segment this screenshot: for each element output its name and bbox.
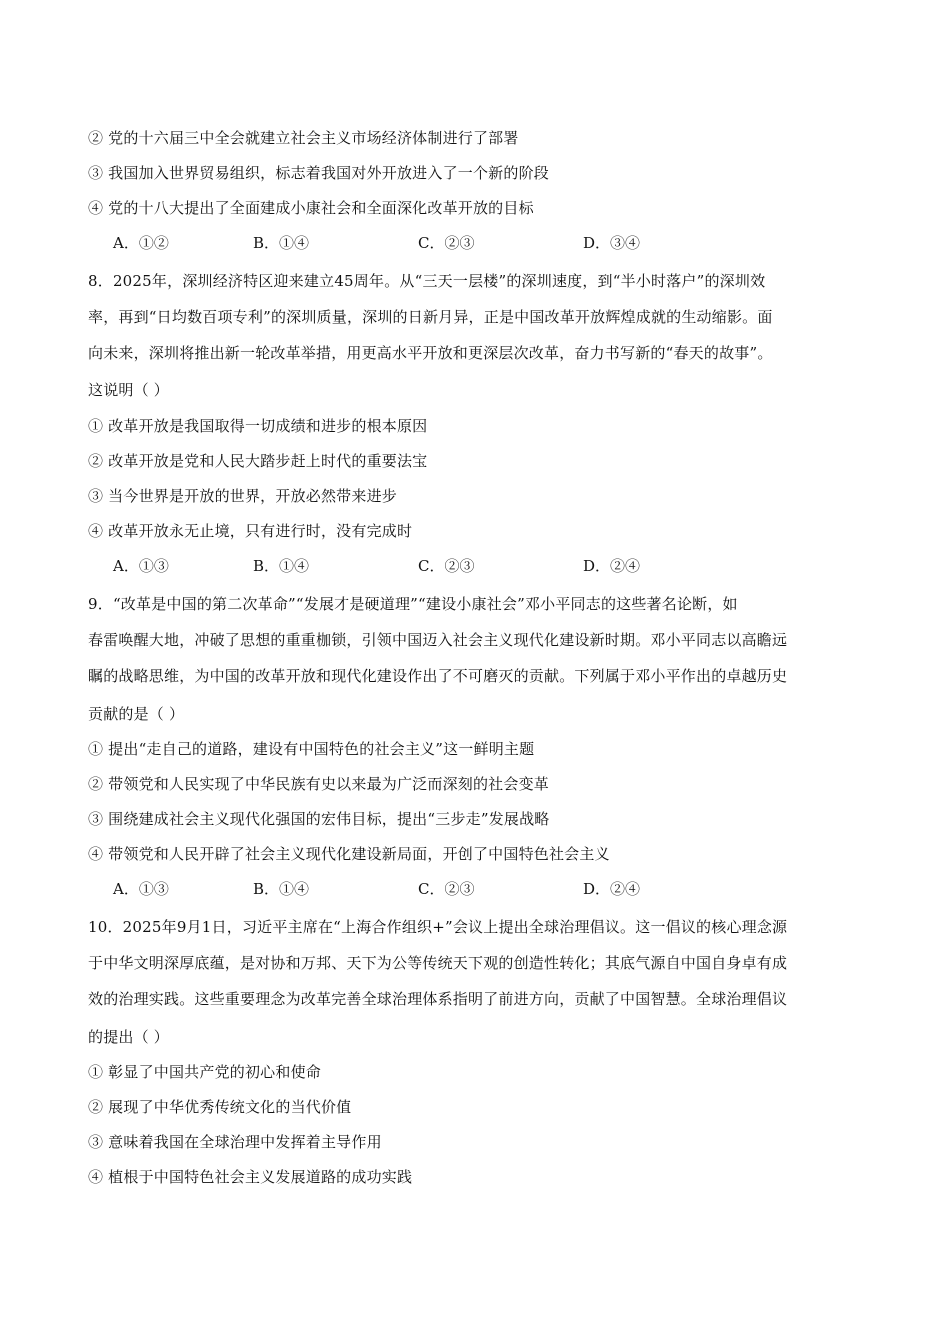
q7-item-4: ④ 党的十八大提出了全面建成小康社会和全面深化改革开放的目标 bbox=[88, 199, 534, 217]
q10-stem-line: 效的治理实践。这些重要理念为改革完善全球治理体系指明了前进方向，贡献了中国智慧。全球治理倡议 bbox=[88, 990, 788, 1008]
q8-option-d[interactable]: D．②④ bbox=[583, 557, 641, 575]
q8-item-3: ③ 当今世界是开放的世界，开放必然带来进步 bbox=[88, 487, 397, 505]
q8-item-1: ① 改革开放是我国取得一切成绩和进步的根本原因 bbox=[88, 417, 428, 435]
q10-stem-line: 10．2025年9月1日，习近平主席在“上海合作组织+”会议上提出全球治理倡议。这一倡议的核心理念源 bbox=[88, 918, 788, 936]
q8-stem-line: 率，再到“日均数百项专利”的深圳质量，深圳的日新月异，正是中国改革开放辉煌成就的生动缩影。面 bbox=[88, 308, 773, 326]
q9-stem-line: 9．“改革是中国的第二次革命”“发展才是硬道理”“建设小康社会”邓小平同志的这些著名论断，如 bbox=[88, 595, 738, 613]
q9-option-d[interactable]: D．②④ bbox=[583, 880, 641, 898]
q10-item-3: ③ 意味着我国在全球治理中发挥着主导作用 bbox=[88, 1133, 382, 1151]
q9-stem-line: 瞩的战略思维，为中国的改革开放和现代化建设作出了不可磨灭的贡献。下列属于邓小平作出的卓越历史 bbox=[88, 667, 788, 685]
q7-item-2: ② 党的十六届三中全会就建立社会主义市场经济体制进行了部署 bbox=[88, 129, 519, 147]
q7-option-d[interactable]: D．③④ bbox=[583, 234, 641, 252]
q7-option-b[interactable]: B．①④ bbox=[253, 234, 310, 252]
q9-option-a[interactable]: A．①③ bbox=[113, 880, 169, 898]
q9-stem-line: 贡献的是（ ） bbox=[88, 705, 185, 723]
q9-option-c[interactable]: C．②③ bbox=[418, 880, 475, 898]
q8-item-2: ② 改革开放是党和人民大踏步赶上时代的重要法宝 bbox=[88, 452, 428, 470]
q8-option-c[interactable]: C．②③ bbox=[418, 557, 475, 575]
q9-item-1: ① 提出“走自己的道路，建设有中国特色的社会主义”这一鲜明主题 bbox=[88, 740, 535, 758]
q10-stem-line: 的提出（ ） bbox=[88, 1028, 169, 1046]
q10-item-1: ① 彰显了中国共产党的初心和使命 bbox=[88, 1063, 321, 1081]
q9-item-2: ② 带领党和人民实现了中华民族有史以来最为广泛而深刻的社会变革 bbox=[88, 775, 549, 793]
q7-option-c[interactable]: C．②③ bbox=[418, 234, 475, 252]
q8-item-4: ④ 改革开放永无止境，只有进行时，没有完成时 bbox=[88, 522, 413, 540]
q9-option-b[interactable]: B．①④ bbox=[253, 880, 310, 898]
q8-option-b[interactable]: B．①④ bbox=[253, 557, 310, 575]
q8-stem-line: 8．2025年，深圳经济特区迎来建立45周年。从“三天一层楼”的深圳速度，到“半小时落户”的深圳效 bbox=[88, 272, 766, 290]
q10-stem-line: 于中华文明深厚底蕴，是对协和万邦、天下为公等传统天下观的创造性转化；其底气源自中国自身卓有成 bbox=[88, 954, 788, 972]
q10-item-2: ② 展现了中华优秀传统文化的当代价值 bbox=[88, 1098, 352, 1116]
q9-stem-line: 春雷唤醒大地，冲破了思想的重重枷锁，引领中国迈入社会主义现代化建设新时期。邓小平同志以高瞻远 bbox=[88, 631, 788, 649]
q8-option-a[interactable]: A．①③ bbox=[113, 557, 169, 575]
q8-stem-line: 向未来，深圳将推出新一轮改革举措，用更高水平开放和更深层次改革，奋力书写新的“春天的故事”。 bbox=[88, 344, 773, 362]
q10-item-4: ④ 植根于中国特色社会主义发展道路的成功实践 bbox=[88, 1168, 413, 1186]
q9-item-3: ③ 围绕建成社会主义现代化强国的宏伟目标，提出“三步走”发展战略 bbox=[88, 810, 550, 828]
q7-option-a[interactable]: A．①② bbox=[113, 234, 169, 252]
q7-item-3: ③ 我国加入世界贸易组织，标志着我国对外开放进入了一个新的阶段 bbox=[88, 164, 549, 182]
q9-item-4: ④ 带领党和人民开辟了社会主义现代化建设新局面，开创了中国特色社会主义 bbox=[88, 845, 610, 863]
q8-stem-line: 这说明（ ） bbox=[88, 381, 169, 399]
